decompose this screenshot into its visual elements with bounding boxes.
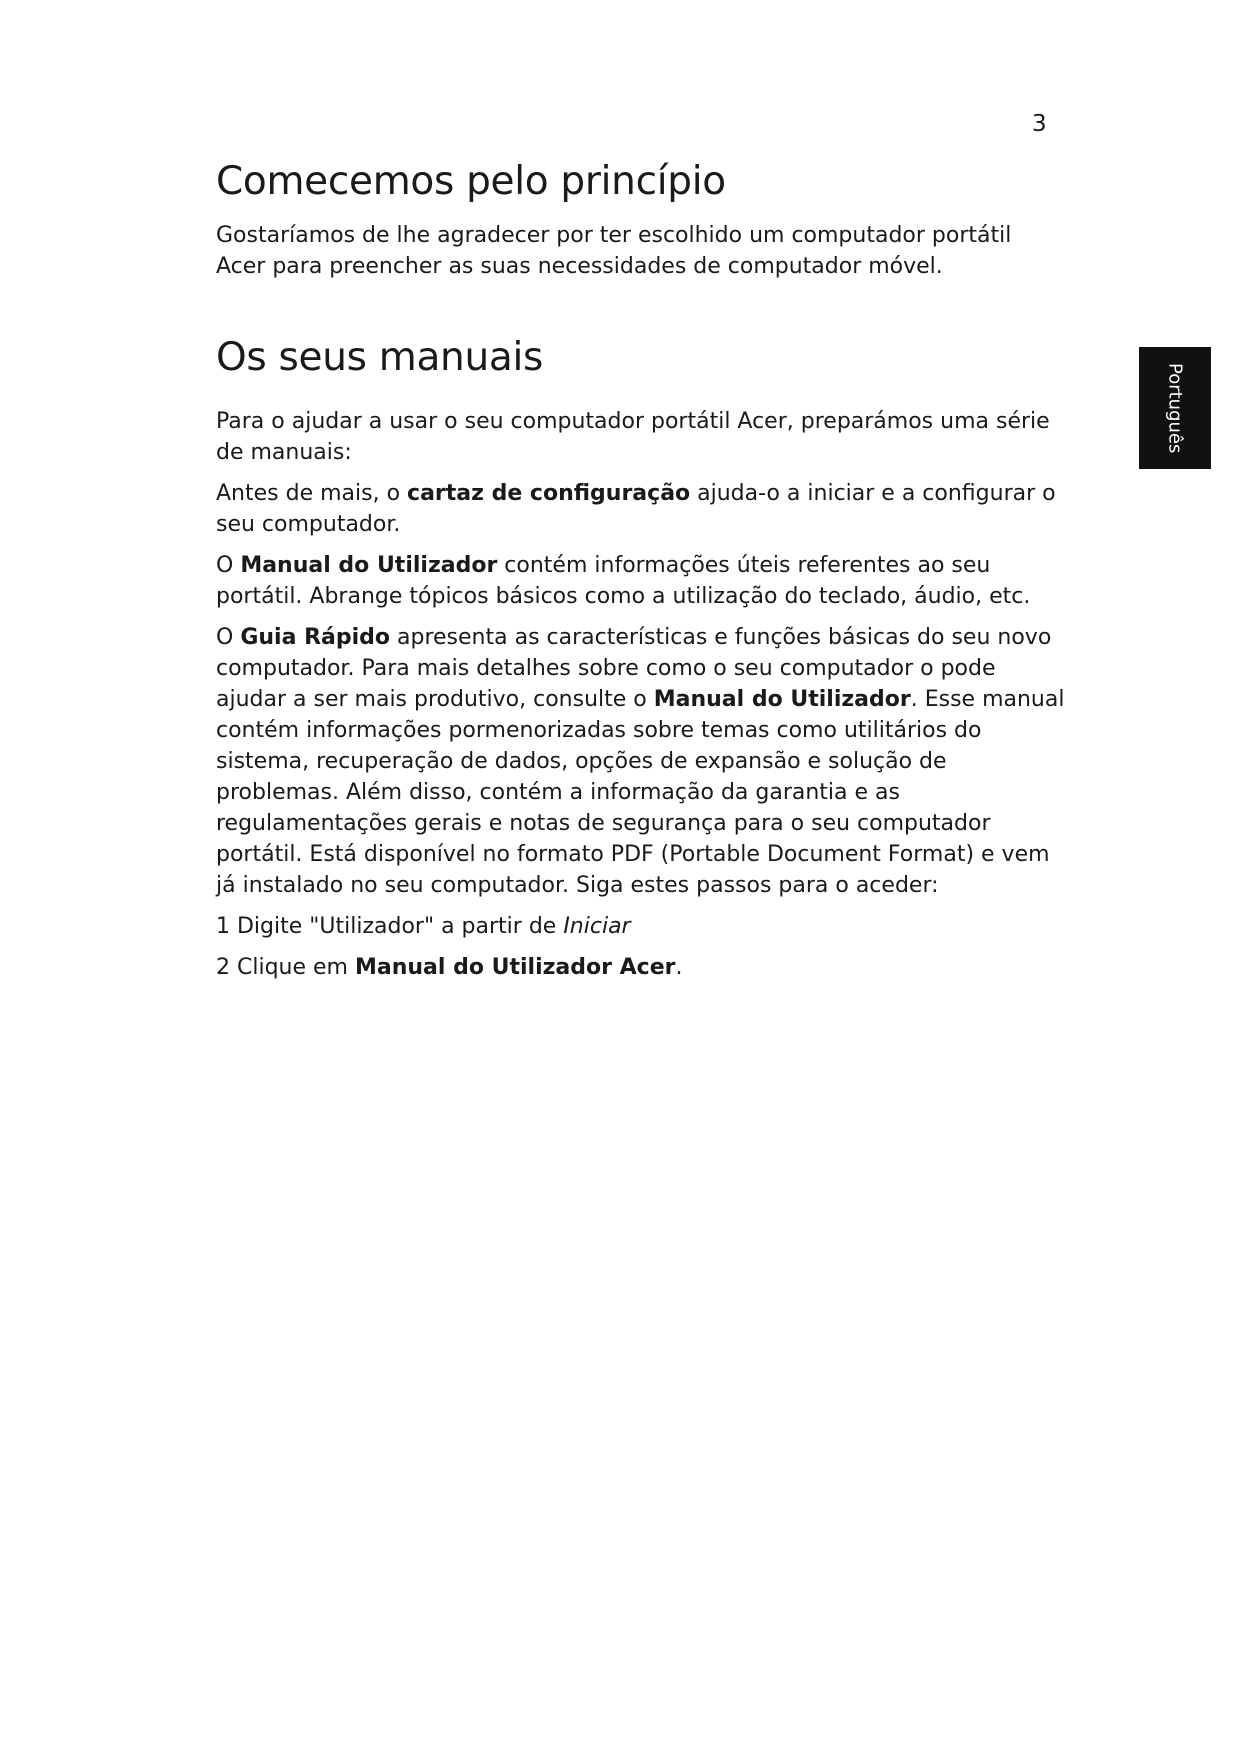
page-content	[216, 158, 1066, 993]
setup-poster-term: cartaz de configuração	[407, 481, 691, 506]
section-title-getting-started: Comecemos pelo princípio	[216, 159, 726, 204]
step-2-text-after: .	[675, 955, 683, 980]
manual-text-after: contém informações úteis referentes ao seu portátil. Abrange tópicos básicos como a utilização do teclado, áudio, etc.	[216, 553, 1031, 609]
user-manual-term-2: Manual do Utilizador	[653, 687, 911, 712]
language-tab-label: Português	[1164, 362, 1186, 454]
quick-guide-term: Guia Rápido	[240, 625, 391, 650]
manual-text-before: O	[216, 553, 241, 578]
manuals-intro-paragraph: Para o ajudar a usar o seu computador portátil Acer, preparámos uma série de manuais:	[216, 409, 1050, 465]
guide-text-after: . Esse manual contém informações pormenorizadas sobre temas como utilitários do sistema, recuperação de dados, opções de expansão e solução de problemas. Além disso, contém a informação da garantia e as regulamentações gerais e notas de segurança para o seu computador portátil. Está disponível no formato PDF (Portable Document Format) e vem já instalado no seu computador. Siga estes passos para o aceder:	[216, 687, 1065, 898]
page-number: 3	[1032, 111, 1047, 137]
setup-text-after: ajuda-o a iniciar e a configurar o seu computador.	[216, 481, 1056, 537]
step-1	[216, 911, 1066, 942]
guide-text-before: O	[216, 625, 241, 650]
setup-poster-paragraph	[216, 478, 1066, 540]
step-1-text: 1 Digite "Utilizador" a partir de	[216, 914, 564, 939]
step-2-text: 2 Clique em	[216, 955, 355, 980]
section-title-manuals: Os seus manuais	[216, 335, 544, 380]
step-2	[216, 952, 1066, 983]
user-manual-term: Manual do Utilizador	[240, 553, 498, 578]
language-tab	[1139, 347, 1211, 469]
setup-text-before: Antes de mais, o	[216, 481, 408, 506]
guide-text-middle: apresenta as características e funções básicas do seu novo computador. Para mais detalhes sobre como o seu computador o pode ajudar a ser mais produtivo, consulte o	[216, 625, 1052, 712]
quick-guide-paragraph	[216, 622, 1066, 901]
intro-paragraph: Gostaríamos de lhe agradecer por ter escolhido um computador portátil Acer para preencher as suas necessidades de computador móvel.	[216, 223, 1012, 279]
step-1-start-term: Iniciar	[563, 914, 631, 939]
step-2-manual-term: Manual do Utilizador Acer	[354, 955, 676, 980]
user-manual-paragraph	[216, 550, 1066, 612]
